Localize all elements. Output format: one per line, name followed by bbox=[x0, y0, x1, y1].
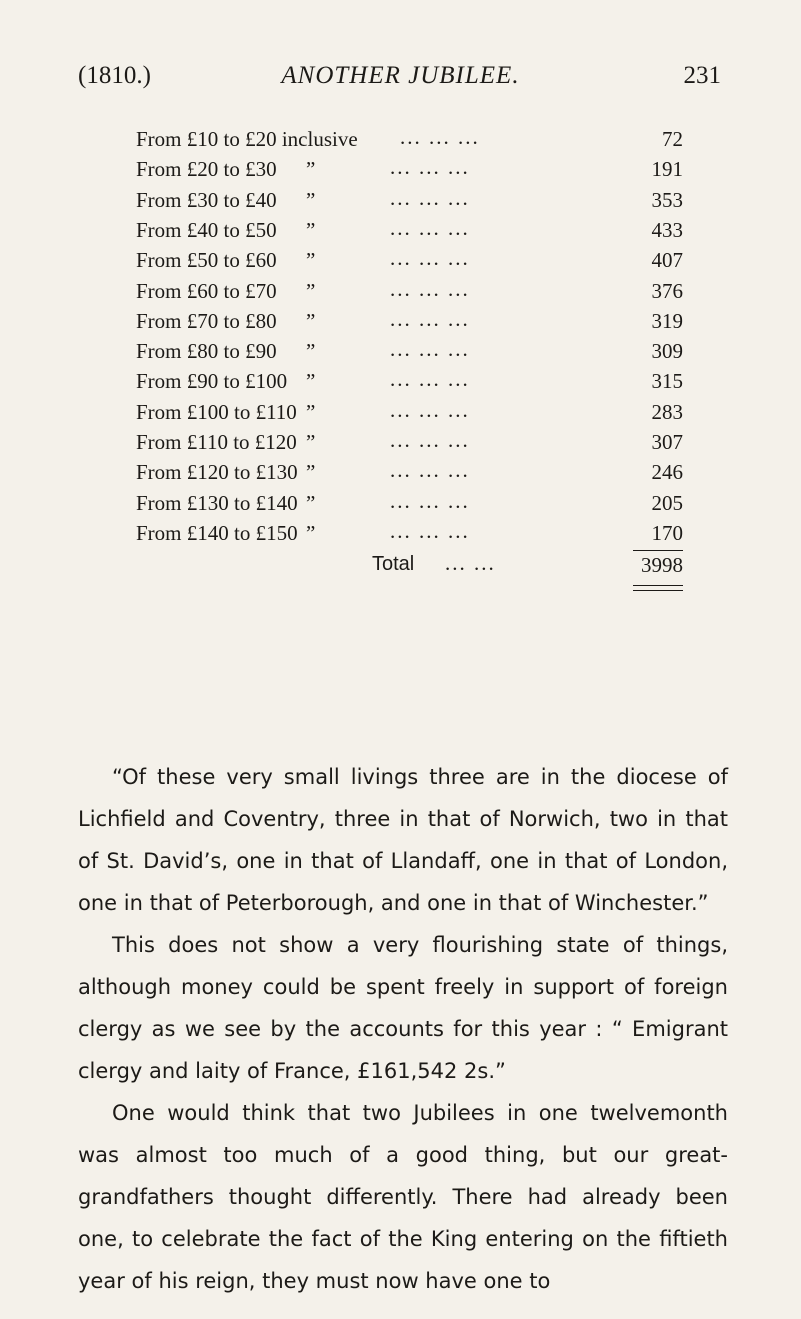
running-title: ANOTHER JUBILEE. bbox=[281, 62, 520, 89]
range-label: From £80 to £90 bbox=[136, 339, 277, 364]
count-value: 407 bbox=[651, 248, 683, 273]
total-double-rule bbox=[633, 585, 683, 591]
ditto-mark: ” bbox=[306, 399, 316, 424]
ditto-mark: ” bbox=[306, 520, 316, 545]
table-row bbox=[0, 460, 801, 490]
count-value: 191 bbox=[651, 157, 683, 182]
leader-dots: ... ... ... bbox=[390, 488, 470, 513]
count-value: 246 bbox=[651, 460, 683, 485]
leader-dots: ... ... ... bbox=[400, 125, 480, 149]
range-label: From £20 to £30 bbox=[136, 157, 277, 182]
leader-dots: ... ... ... bbox=[390, 246, 470, 271]
ditto-mark: ” bbox=[306, 490, 316, 515]
paragraph-quote: “Of these very small livings three are in the diocese of Lichfield and Coventry, three in that of Norwich, two in that of St. David’s, one in that of Llandaff, one in that of London, one in that of Peterborough, and one in that of Winchester.” bbox=[78, 765, 728, 915]
table-row bbox=[0, 430, 801, 460]
table-row bbox=[0, 518, 801, 551]
leader-dots: ... ... ... bbox=[390, 458, 470, 483]
range-label: From £50 to £60 bbox=[136, 248, 277, 273]
range-label: From £110 to £120 bbox=[136, 430, 297, 454]
leader-dots: ... ... ... bbox=[390, 337, 470, 362]
leader-dots: ... ... ... bbox=[390, 276, 470, 301]
ditto-mark: ” bbox=[306, 369, 316, 394]
range-label: From £90 to £100 bbox=[136, 369, 288, 394]
ditto-mark: ” bbox=[306, 460, 316, 485]
ditto-mark: ” bbox=[306, 157, 316, 182]
count-value: 376 bbox=[651, 278, 683, 303]
table-row bbox=[0, 306, 801, 339]
ditto-mark: ” bbox=[306, 248, 316, 273]
count-value: 283 bbox=[651, 399, 683, 424]
total-value: 3998 bbox=[641, 553, 683, 578]
range-label: From £140 to £150 bbox=[136, 520, 298, 545]
total-row bbox=[0, 553, 801, 583]
leader-dots: ... ... ... bbox=[390, 215, 470, 240]
table-row bbox=[0, 157, 801, 187]
table-row bbox=[0, 339, 801, 369]
count-value: 170 bbox=[651, 520, 683, 545]
range-label: From £30 to £40 bbox=[136, 187, 277, 212]
table-row bbox=[0, 276, 801, 309]
leader-dots: ... ... ... bbox=[390, 367, 470, 392]
ditto-mark: ” bbox=[306, 217, 316, 242]
leader-dots: ... ... ... bbox=[390, 518, 470, 543]
range-label: From £60 to £70 bbox=[136, 278, 277, 303]
ditto-mark: ” bbox=[306, 430, 316, 454]
leader-dots: ... ... bbox=[445, 551, 496, 576]
paragraph-state: This does not show a very flourishing state of things, although money could be spent freely in support of foreign clergy as we see by the accounts for this year : “ Emigrant clergy and laity of France, £161,542 2s.” bbox=[78, 933, 728, 1083]
header-year: (1810.) bbox=[78, 62, 151, 89]
count-value: 353 bbox=[651, 187, 683, 212]
ditto-mark: ” bbox=[306, 278, 316, 303]
table-row bbox=[0, 215, 801, 248]
ditto-mark: ” bbox=[306, 187, 316, 212]
leader-dots: ... ... ... bbox=[390, 397, 470, 422]
leader-dots: ... ... ... bbox=[390, 428, 470, 452]
count-value: 307 bbox=[651, 430, 683, 454]
count-value: 315 bbox=[651, 369, 683, 394]
range-label: From £100 to £110 bbox=[136, 399, 297, 424]
body-text bbox=[78, 756, 728, 1302]
leader-dots: ... ... ... bbox=[390, 306, 470, 331]
count-value: 205 bbox=[651, 490, 683, 515]
sum-rule bbox=[633, 550, 683, 551]
table-row bbox=[0, 369, 801, 399]
ditto-mark: ” bbox=[306, 339, 316, 364]
count-value: 433 bbox=[651, 217, 683, 242]
count-value: 309 bbox=[651, 339, 683, 364]
paragraph-jubilees: One would think that two Jubilees in one twelvemonth was almost too much of a good thing, but our great-grandfathers thought differently. There had already been one, to celebrate the fact of the King entering on the fiftieth year of his reign, they must now have one to bbox=[78, 1101, 728, 1293]
table-row bbox=[0, 248, 801, 278]
total-label: Total bbox=[372, 553, 415, 576]
range-label: From £10 to £20 inclusive bbox=[136, 127, 358, 151]
count-value: 72 bbox=[662, 127, 683, 151]
page-number: 231 bbox=[683, 62, 721, 89]
table-row bbox=[0, 127, 801, 157]
leader-dots: ... ... ... bbox=[390, 185, 470, 210]
ditto-mark: ” bbox=[306, 308, 316, 333]
table-row bbox=[0, 397, 801, 430]
range-label: From £40 to £50 bbox=[136, 217, 277, 242]
range-label: From £70 to £80 bbox=[136, 308, 277, 333]
leader-dots: ... ... ... bbox=[390, 155, 470, 180]
range-label: From £130 to £140 bbox=[136, 490, 298, 515]
count-value: 319 bbox=[651, 308, 683, 333]
table-row bbox=[0, 185, 801, 218]
page-header bbox=[0, 62, 801, 98]
range-label: From £120 to £130 bbox=[136, 460, 298, 485]
table-row bbox=[0, 488, 801, 521]
